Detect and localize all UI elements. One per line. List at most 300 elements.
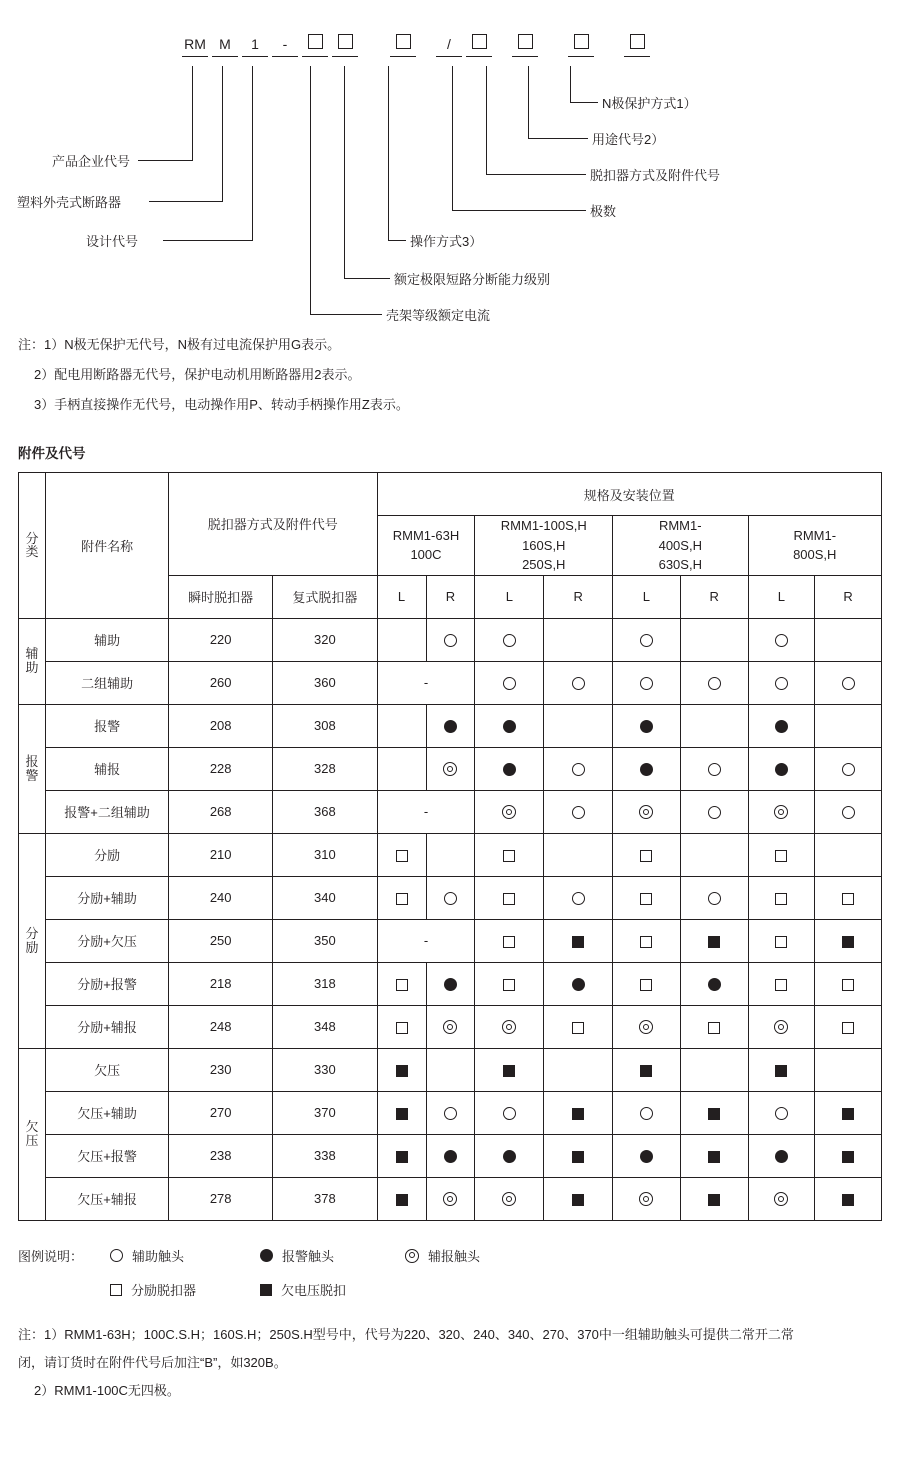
cell-symbol — [377, 1177, 426, 1220]
underline — [182, 56, 208, 57]
double-circle-icon — [639, 1020, 653, 1034]
header-lr-0: L — [377, 575, 426, 618]
cell-symbol — [544, 661, 613, 704]
code-box-icon — [518, 34, 533, 49]
leader-line — [388, 240, 406, 241]
row-accessory-name: 欠压+报警 — [46, 1134, 169, 1177]
model-line: 250S,H — [522, 557, 566, 572]
circle-icon — [640, 634, 653, 647]
double-circle-icon — [405, 1249, 419, 1263]
table-row — [19, 962, 882, 1005]
cell-symbol — [475, 833, 544, 876]
leader-line — [486, 174, 586, 175]
row-compound-code: 320 — [273, 618, 377, 661]
table-row — [19, 747, 882, 790]
circle-icon — [708, 892, 721, 905]
cell-symbol — [815, 1134, 882, 1177]
code-1-text: 1 — [251, 36, 259, 52]
cell-symbol — [680, 747, 748, 790]
underline — [302, 56, 328, 57]
underline — [436, 56, 462, 57]
table-row — [19, 790, 882, 833]
filled-circle-icon — [640, 763, 653, 776]
table-row — [19, 1005, 882, 1048]
table-row — [19, 919, 882, 962]
double-circle-icon — [443, 1192, 457, 1206]
model-line: RMM1-100S,H — [500, 518, 587, 533]
cell-empty — [544, 833, 613, 876]
cell-symbol — [815, 1005, 882, 1048]
square-icon — [503, 850, 515, 862]
cell-not-available: - — [377, 661, 475, 704]
cell-symbol — [680, 876, 748, 919]
cell-symbol — [475, 919, 544, 962]
code-box-icon — [472, 34, 487, 49]
double-circle-icon — [443, 1020, 457, 1034]
row-compound-code: 350 — [273, 919, 377, 962]
leader-line — [486, 66, 487, 174]
section-title-accessories: 附件及代号 — [18, 446, 86, 461]
code-box-icon — [630, 34, 645, 49]
cell-symbol — [748, 1134, 815, 1177]
double-circle-icon — [502, 805, 516, 819]
row-accessory-name: 欠压+辅报 — [46, 1177, 169, 1220]
square-icon — [503, 893, 515, 905]
filled-square-icon — [775, 1065, 787, 1077]
filled-square-icon — [572, 1108, 584, 1120]
category-char: 欠 — [25, 1119, 39, 1135]
cell-symbol — [544, 790, 613, 833]
cell-symbol — [815, 876, 882, 919]
square-icon — [842, 1022, 854, 1034]
square-icon — [396, 1022, 408, 1034]
row-accessory-name: 分励+欠压 — [46, 919, 169, 962]
double-circle-icon — [502, 1020, 516, 1034]
filled-circle-icon — [260, 1249, 273, 1262]
cell-symbol — [613, 919, 681, 962]
cell-symbol — [544, 1134, 613, 1177]
row-compound-code: 340 — [273, 876, 377, 919]
cell-symbol — [748, 1048, 815, 1091]
model-line: RMM1- — [793, 527, 837, 543]
square-icon — [775, 936, 787, 948]
model-line: 100C — [410, 547, 442, 563]
row-category — [19, 618, 46, 704]
header-category-c1: 分 — [25, 530, 39, 546]
row-accessory-name: 分励+辅助 — [46, 876, 169, 919]
code-dash — [270, 36, 300, 61]
cell-empty — [544, 1048, 613, 1091]
filled-circle-icon — [503, 763, 516, 776]
filled-circle-icon — [503, 1150, 516, 1163]
cell-symbol — [475, 1177, 544, 1220]
row-instant-code: 210 — [169, 833, 273, 876]
square-icon — [110, 1284, 122, 1296]
label-product-company-code: 产品企业代号 — [52, 154, 131, 169]
category-char: 分 — [25, 925, 39, 941]
cell-symbol — [613, 618, 681, 661]
code-slash-text: / — [447, 36, 451, 52]
row-compound-code: 378 — [273, 1177, 377, 1220]
underline — [568, 56, 594, 57]
circle-icon — [572, 806, 585, 819]
underline — [390, 56, 416, 57]
filled-circle-icon — [775, 1150, 788, 1163]
row-instant-code: 220 — [169, 618, 273, 661]
cell-symbol — [426, 618, 475, 661]
table-row — [19, 876, 882, 919]
cell-symbol — [377, 1048, 426, 1091]
cell-symbol — [748, 919, 815, 962]
model-line: RMM1-63H — [392, 527, 460, 543]
circle-icon — [572, 677, 585, 690]
cell-symbol — [748, 1091, 815, 1134]
code-slash — [434, 36, 464, 61]
row-category — [19, 1048, 46, 1220]
cell-empty — [815, 704, 882, 747]
filled-square-icon — [708, 1108, 720, 1120]
legend-item-shunt-release — [110, 1280, 260, 1299]
circle-icon — [842, 677, 855, 690]
square-icon — [396, 979, 408, 991]
cell-symbol — [680, 1134, 748, 1177]
row-instant-code: 268 — [169, 790, 273, 833]
code-box-2 — [330, 34, 360, 61]
bottom-note-1b: 闭，请订货时在附件代号后加注“B”，如320B。 — [18, 1354, 287, 1370]
cell-symbol — [475, 704, 544, 747]
model-line: 800S,H — [793, 547, 837, 563]
header-model-63h-100c — [377, 516, 475, 576]
code-1 — [240, 36, 270, 61]
square-icon — [775, 979, 787, 991]
square-icon — [396, 850, 408, 862]
circle-icon — [842, 806, 855, 819]
header-accessory-name: 附件名称 — [46, 473, 169, 619]
row-instant-code: 238 — [169, 1134, 273, 1177]
category-char: 压 — [25, 1133, 39, 1148]
table-row — [19, 1091, 882, 1134]
row-accessory-name: 欠压+辅助 — [46, 1091, 169, 1134]
legend-label: 图例说明： — [18, 1249, 84, 1264]
cell-symbol — [815, 747, 882, 790]
square-icon — [708, 1022, 720, 1034]
table-row — [19, 1048, 882, 1091]
row-accessory-name: 报警+二组辅助 — [46, 790, 169, 833]
circle-icon — [708, 806, 721, 819]
header-lr-4: L — [613, 575, 681, 618]
cell-empty — [815, 1048, 882, 1091]
square-icon — [572, 1022, 584, 1034]
circle-icon — [110, 1249, 123, 1262]
row-category — [19, 833, 46, 1048]
cell-symbol — [613, 876, 681, 919]
row-compound-code: 338 — [273, 1134, 377, 1177]
legend-text: 分励脱扣器 — [131, 1283, 197, 1298]
cell-symbol — [680, 1177, 748, 1220]
cell-symbol — [613, 1177, 681, 1220]
cell-symbol — [475, 1005, 544, 1048]
leader-line — [452, 210, 586, 211]
model-line: 400S,H — [658, 537, 702, 553]
accessories-table — [18, 472, 882, 1221]
row-instant-code: 208 — [169, 704, 273, 747]
cell-symbol — [426, 1134, 475, 1177]
leader-line — [138, 160, 193, 161]
cell-symbol — [748, 1005, 815, 1048]
cell-symbol — [475, 661, 544, 704]
row-compound-code: 318 — [273, 962, 377, 1005]
header-lr-5: R — [680, 575, 748, 618]
cell-symbol — [426, 876, 475, 919]
cell-symbol — [748, 962, 815, 1005]
cell-symbol — [544, 1091, 613, 1134]
row-accessory-name: 分励+辅报 — [46, 1005, 169, 1048]
circle-icon — [708, 677, 721, 690]
header-category-c2: 类 — [25, 544, 39, 560]
table-header-row-1 — [19, 473, 882, 516]
table-row — [19, 618, 882, 661]
legend-item-aux-contact — [110, 1246, 260, 1265]
cell-not-available: - — [377, 790, 475, 833]
filled-circle-icon — [775, 763, 788, 776]
cell-symbol — [613, 833, 681, 876]
row-instant-code: 248 — [169, 1005, 273, 1048]
cell-empty — [680, 1048, 748, 1091]
underline — [212, 56, 238, 57]
cell-symbol — [475, 962, 544, 1005]
note-2: 2）配电用断路器无代号，保护电动机用断路器用2表示。 — [34, 367, 361, 382]
cell-symbol — [748, 618, 815, 661]
cell-empty — [377, 618, 426, 661]
note-3: 3）手柄直接操作无代号，电动操作用P、转动手柄操作用Z表示。 — [34, 397, 409, 412]
cell-symbol — [475, 618, 544, 661]
underline — [512, 56, 538, 57]
cell-symbol — [544, 919, 613, 962]
row-accessory-name: 报警 — [46, 704, 169, 747]
cell-symbol — [613, 1005, 681, 1048]
double-circle-icon — [774, 805, 788, 819]
row-compound-code: 360 — [273, 661, 377, 704]
square-icon — [775, 850, 787, 862]
code-box-5 — [510, 34, 540, 61]
leader-line — [163, 240, 253, 241]
cell-symbol — [815, 790, 882, 833]
cell-symbol — [377, 833, 426, 876]
cell-symbol — [544, 1005, 613, 1048]
cell-symbol — [426, 962, 475, 1005]
circle-icon — [572, 763, 585, 776]
square-icon — [503, 936, 515, 948]
cell-empty — [680, 833, 748, 876]
underline — [466, 56, 492, 57]
filled-square-icon — [708, 1151, 720, 1163]
filled-circle-icon — [640, 720, 653, 733]
cell-symbol — [748, 704, 815, 747]
cell-symbol — [613, 1048, 681, 1091]
code-rm — [180, 36, 210, 61]
filled-square-icon — [396, 1151, 408, 1163]
underline — [272, 56, 298, 57]
diagram-notes — [18, 330, 882, 420]
cell-symbol — [748, 833, 815, 876]
circle-icon — [775, 677, 788, 690]
note-1: 注：1）N极无保护无代号，N极有过电流保护用G表示。 — [18, 337, 341, 352]
code-box-icon — [338, 34, 353, 49]
leader-line — [388, 66, 389, 240]
legend-item-alarm-contact — [260, 1246, 405, 1265]
square-icon — [396, 893, 408, 905]
table-row — [19, 1134, 882, 1177]
filled-square-icon — [842, 1151, 854, 1163]
label-application-code: 用途代号2） — [592, 132, 665, 147]
circle-icon — [444, 634, 457, 647]
table-row — [19, 1177, 882, 1220]
leader-line — [344, 66, 345, 278]
circle-icon — [842, 763, 855, 776]
filled-square-icon — [640, 1065, 652, 1077]
cell-symbol — [680, 1091, 748, 1134]
header-lr-2: L — [475, 575, 544, 618]
filled-square-icon — [396, 1194, 408, 1206]
legend-text: 辅报触头 — [428, 1249, 481, 1264]
cell-symbol — [475, 1134, 544, 1177]
filled-square-icon — [572, 1194, 584, 1206]
row-accessory-name: 辅报 — [46, 747, 169, 790]
cell-symbol — [613, 704, 681, 747]
row-accessory-name: 分励 — [46, 833, 169, 876]
cell-symbol — [544, 1177, 613, 1220]
row-accessory-name: 二组辅助 — [46, 661, 169, 704]
cell-symbol — [680, 661, 748, 704]
leader-line — [528, 66, 529, 138]
cell-symbol — [815, 661, 882, 704]
header-category — [19, 473, 46, 619]
label-molded-case-breaker: 塑料外壳式断路器 — [17, 195, 122, 210]
header-release-code: 脱扣器方式及附件代号 — [169, 473, 377, 576]
cell-symbol — [377, 876, 426, 919]
label-breaking-capacity-class: 额定极限短路分断能力级别 — [394, 272, 551, 287]
filled-circle-icon — [444, 978, 457, 991]
leader-line — [192, 66, 193, 160]
cell-symbol — [613, 962, 681, 1005]
cell-symbol — [544, 876, 613, 919]
leader-line — [222, 66, 223, 201]
cell-symbol — [475, 1091, 544, 1134]
legend-text: 报警触头 — [282, 1249, 335, 1264]
leader-line — [149, 201, 223, 202]
filled-square-icon — [503, 1065, 515, 1077]
bottom-note-1a: 注：1）RMM1-63H；100C.S.H；160S.H；250S.H型号中，代号为220、320、240、340、270、370中一组辅助触头可提供二常开二常 — [18, 1326, 794, 1342]
category-char: 报 — [25, 753, 39, 769]
cell-symbol — [426, 1177, 475, 1220]
cell-symbol — [426, 1091, 475, 1134]
leader-line — [452, 66, 453, 210]
circle-icon — [640, 677, 653, 690]
bottom-notes — [18, 1321, 884, 1405]
table-row — [19, 661, 882, 704]
header-model-400-630 — [613, 516, 748, 576]
double-circle-icon — [443, 762, 457, 776]
header-model-100-160-250 — [475, 516, 613, 576]
filled-square-icon — [842, 1108, 854, 1120]
cell-symbol — [377, 962, 426, 1005]
filled-circle-icon — [444, 1150, 457, 1163]
label-pole-number: 极数 — [590, 204, 617, 219]
category-char: 警 — [25, 767, 39, 783]
table-body — [19, 618, 882, 1220]
cell-symbol — [680, 1005, 748, 1048]
circle-icon — [775, 1107, 788, 1120]
row-compound-code: 368 — [273, 790, 377, 833]
square-icon — [842, 893, 854, 905]
model-line: 160S,H — [522, 537, 566, 553]
double-circle-icon — [774, 1020, 788, 1034]
row-compound-code: 308 — [273, 704, 377, 747]
cell-not-available: - — [377, 919, 475, 962]
legend-item-aux-alarm-contact — [405, 1246, 480, 1265]
row-instant-code: 230 — [169, 1048, 273, 1091]
code-box-6 — [566, 34, 596, 61]
row-instant-code: 260 — [169, 661, 273, 704]
cell-empty — [815, 833, 882, 876]
row-instant-code: 218 — [169, 962, 273, 1005]
cell-symbol — [680, 790, 748, 833]
row-instant-code: 250 — [169, 919, 273, 962]
double-circle-icon — [502, 1192, 516, 1206]
cell-symbol — [815, 919, 882, 962]
filled-circle-icon — [503, 720, 516, 733]
square-icon — [842, 979, 854, 991]
underline — [624, 56, 650, 57]
category-char: 助 — [25, 660, 39, 675]
cell-symbol — [748, 1177, 815, 1220]
filled-square-icon — [572, 936, 584, 948]
code-box-icon — [574, 34, 589, 49]
row-compound-code: 328 — [273, 747, 377, 790]
header-instant-release: 瞬时脱扣器 — [169, 575, 273, 618]
double-circle-icon — [639, 805, 653, 819]
square-icon — [640, 936, 652, 948]
code-box-icon — [308, 34, 323, 49]
filled-circle-icon — [640, 1150, 653, 1163]
table-row — [19, 704, 882, 747]
row-instant-code: 240 — [169, 876, 273, 919]
cell-empty — [377, 704, 426, 747]
cell-symbol — [748, 747, 815, 790]
leader-line — [570, 66, 571, 102]
cell-symbol — [377, 1005, 426, 1048]
header-lr-7: R — [815, 575, 882, 618]
underline — [242, 56, 268, 57]
circle-icon — [572, 892, 585, 905]
circle-icon — [444, 892, 457, 905]
cell-symbol — [680, 962, 748, 1005]
cell-symbol — [815, 1177, 882, 1220]
cell-symbol — [475, 747, 544, 790]
cell-symbol — [475, 876, 544, 919]
code-dash-text: - — [282, 36, 288, 52]
cell-empty — [680, 704, 748, 747]
cell-symbol — [544, 747, 613, 790]
code-box-7 — [622, 34, 652, 61]
cell-symbol — [748, 790, 815, 833]
model-code-diagram — [0, 0, 900, 330]
category-char: 励 — [25, 939, 39, 955]
cell-symbol — [748, 661, 815, 704]
bottom-note-2: 2）RMM1-100C无四极。 — [34, 1382, 180, 1398]
filled-square-icon — [842, 1194, 854, 1206]
label-n-pole-protection: N极保护方式1） — [602, 96, 697, 111]
